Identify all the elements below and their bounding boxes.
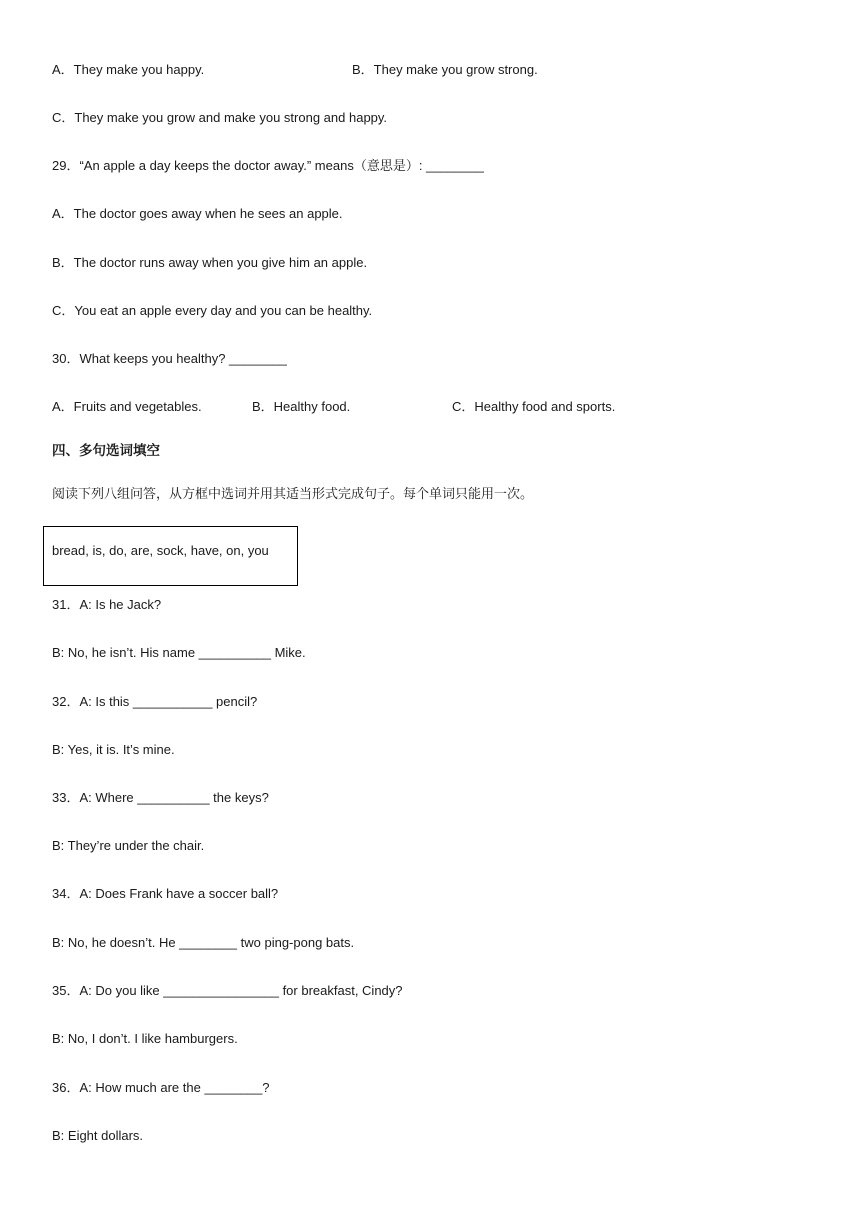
- word-box-words: bread, is, do, are, sock, have, on, you: [52, 543, 269, 558]
- q30-option-b: B．Healthy food.: [252, 399, 351, 414]
- q31-question: 31．A: Is he Jack?: [52, 597, 162, 612]
- q28-option-c: C．They make you grow and make you strong and happy.: [52, 110, 388, 125]
- q33-answer: B: They’re under the chair.: [52, 838, 205, 853]
- q36-answer: B: Eight dollars.: [52, 1128, 144, 1143]
- q34-question: 34．A: Does Frank have a soccer ball?: [52, 886, 279, 901]
- q29-option-b: B．The doctor runs away when you give him an apple.: [52, 255, 368, 270]
- q30-option-c: C．Healthy food and sports.: [452, 399, 616, 414]
- section-heading: 四、多句选词填空: [52, 443, 160, 459]
- q28-option-b: B．They make you grow strong.: [352, 62, 538, 77]
- q31-answer: B: No, he isn’t. His name __________ Mike.: [52, 645, 306, 660]
- q29-option-c: C．You eat an apple every day and you can be healthy.: [52, 303, 373, 318]
- q30-option-a: A．Fruits and vegetables.: [52, 399, 202, 414]
- q28-option-a: A．They make you happy.: [52, 62, 205, 77]
- q34-answer: B: No, he doesn’t. He ________ two ping-pong bats.: [52, 935, 355, 950]
- q35-answer: B: No, I don’t. I like hamburgers.: [52, 1031, 238, 1046]
- q35-question: 35．A: Do you like ________________ for breakfast, Cindy?: [52, 983, 403, 998]
- section-instructions: 阅读下列八组问答，从方框中选词并用其适当形式完成句子。每个单词只能用一次。: [52, 487, 534, 502]
- q29-option-a: A．The doctor goes away when he sees an apple.: [52, 206, 343, 221]
- q36-question: 36．A: How much are the ________?: [52, 1080, 270, 1095]
- q32-answer: B: Yes, it is. It’s mine.: [52, 742, 175, 757]
- q29-stem: 29．“An apple a day keeps the doctor away.” means（意思是）: ________: [52, 158, 484, 173]
- word-box: [43, 526, 298, 586]
- q33-question: 33．A: Where __________ the keys?: [52, 790, 269, 805]
- q32-question: 32．A: Is this ___________ pencil?: [52, 694, 258, 709]
- q30-stem: 30．What keeps you healthy? ________: [52, 351, 287, 366]
